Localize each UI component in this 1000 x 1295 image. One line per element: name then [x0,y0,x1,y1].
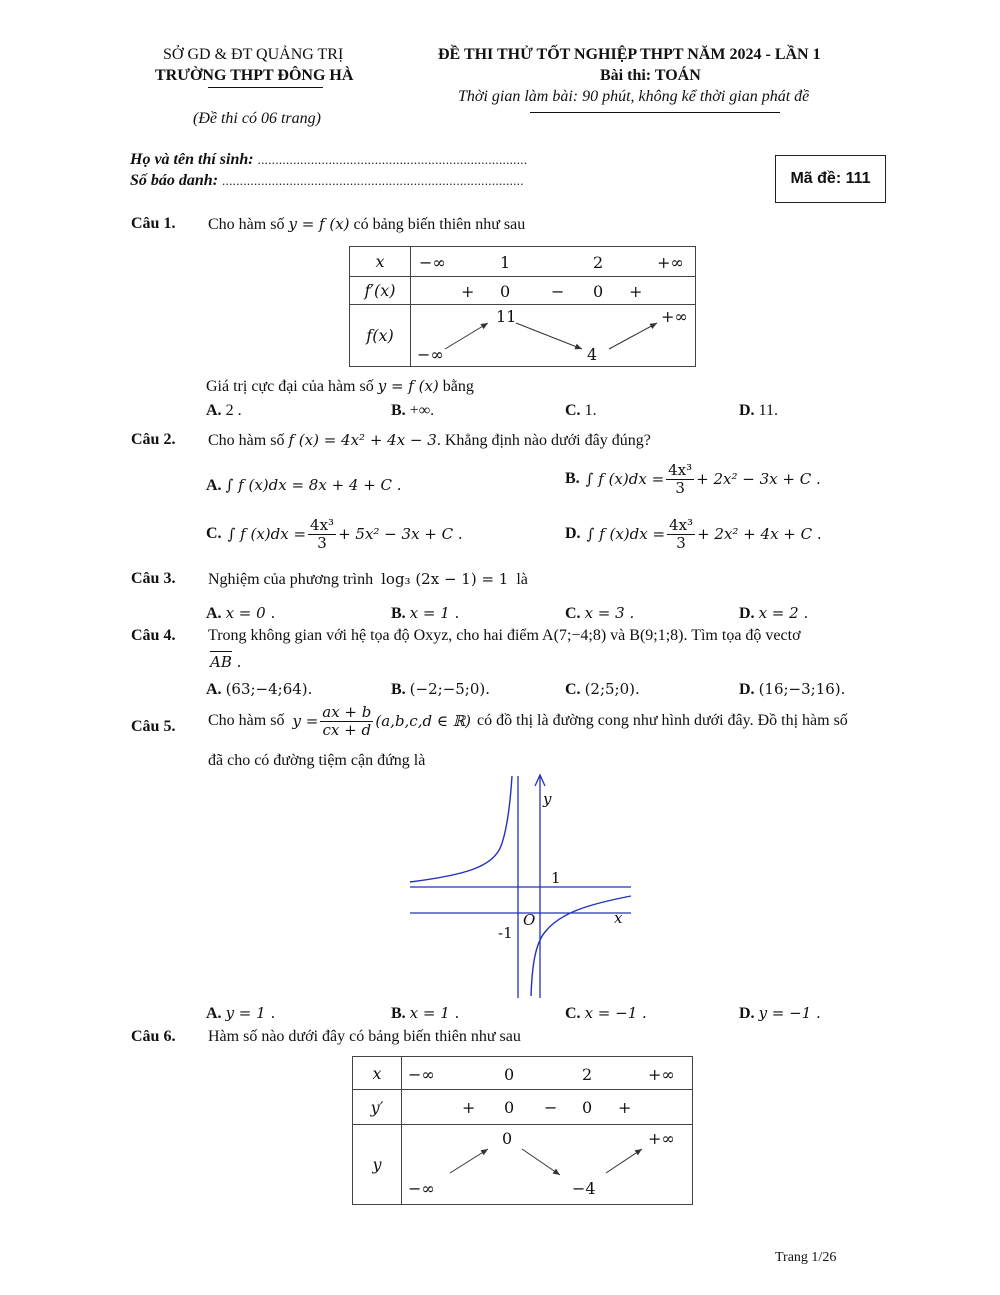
q1-sign-1: 0 [500,282,511,301]
q2-c-key: C. [206,525,222,542]
q1-text-b: có bảng biến thiên như sau [353,216,526,233]
q3-d-val: x = 2 . [758,604,809,622]
q1-x-0: −∞ [419,253,446,272]
q3-label: Câu 3. [131,570,176,587]
q2-option-c[interactable] [206,517,463,551]
department: SỞ GD & ĐT QUẢNG TRỊ [163,46,344,63]
q1-d-val: 11. [758,402,778,419]
q5-c-key: C. [565,1005,581,1022]
q3-a-val: x = 0 . [225,604,276,622]
q6-sign-3: 0 [582,1098,593,1117]
q2-b-num: 4x³ [668,461,693,479]
q1-prompt-a: Giá trị cực đại của hàm số [206,378,374,395]
q2-c-lhs: ∫ f (x)dx = [227,525,307,543]
q1-x-1: 1 [500,253,511,272]
q1-sign-0: + [461,282,475,301]
q1-sign-3: 0 [593,282,604,301]
q2-c-frac [308,517,336,551]
q2-d-frac [667,517,695,551]
q6-sign-4: + [618,1098,632,1117]
q6-yp-label: y′ [353,1090,402,1125]
q1-prompt-b: bằng [442,378,474,395]
q2-b-den: 3 [675,478,685,497]
q3-option-a[interactable] [206,604,275,623]
q1-variation-table [349,246,696,367]
q5-option-d[interactable] [739,1004,821,1023]
q4-option-c[interactable] [565,680,640,699]
q1-f-2: 4 [587,345,598,364]
exam-code-box [775,155,886,203]
exam-subject: Bài thi: TOÁN [600,67,701,84]
q2-d-den: 3 [676,533,686,552]
q5-option-c[interactable] [565,1004,647,1023]
q6-variation-table [352,1056,693,1205]
q5-label: Câu 5. [131,718,176,735]
q5-text [208,704,848,738]
q6-x-label: x [353,1057,402,1090]
exam-title: ĐỀ THI THỬ TỐT NGHIỆP THPT NĂM 2024 - LẦN 1 [438,46,821,63]
q1-text [208,215,525,234]
q3-text [208,570,528,589]
q6-y-row [402,1125,693,1205]
q2-d-key: D. [565,525,581,542]
q2-text [208,431,651,450]
q1-x-3: +∞ [657,253,684,272]
q6-y-label: y [353,1125,402,1205]
q6-sign-0: + [462,1098,476,1117]
q5-b-key: B. [391,1005,406,1022]
q5-c-val: x = −1 . [584,1004,647,1022]
q6-x-row [402,1057,693,1090]
q6-arrows [402,1125,692,1205]
q3-b-key: B. [391,605,406,622]
q1-a-key: A. [206,402,222,419]
q3-c-val: x = 3 . [584,604,635,622]
q3-equation: log₃ (2x − 1) = 1 [381,570,509,588]
q4-a-val: (63;−4;64). [225,680,313,698]
q1-prompt [206,377,474,396]
q2-option-b[interactable] [565,462,821,496]
q5-neg1-label: -1 [498,924,513,942]
page-number: Trang 1/26 [775,1250,837,1265]
q5-frac [320,704,373,738]
q4-label: Câu 4. [131,627,176,644]
q5-den: cx + d [322,720,372,739]
pages-note: (Đề thi có 06 trang) [193,110,321,127]
q3-d-key: D. [739,605,755,622]
q1-a-val: 2 . [225,402,242,419]
q5-a-val: y = 1 . [225,1004,276,1022]
q1-label: Câu 1. [131,215,176,232]
q4-a-key: A. [206,681,222,698]
candidate-name-dots: ............................................................................ [257,152,528,167]
q2-a-expr: ∫ f (x)dx = 8x + 4 + C . [225,476,402,494]
q5-text-c: đã cho có đường tiệm cận đứng là [208,752,426,769]
q5-one-label: 1 [551,869,561,887]
exam-code: Mã đề: 111 [790,170,871,187]
q2-func: f (x) = 4x² + 4x − 3 [288,431,437,449]
q6-y-1: 0 [502,1129,513,1148]
q5-y-label: y [543,790,552,808]
q5-text-b: có đồ thị là đường cong như hình dưới đây. Đồ thị hàm số [477,712,848,729]
q1-option-c[interactable] [565,402,597,420]
q6-x-1: 0 [504,1065,515,1084]
q1-fp-label: f′(x) [350,277,411,305]
q1-text-a: Cho hàm số [208,216,285,233]
q5-a-key: A. [206,1005,222,1022]
q1-f-3: +∞ [661,307,688,326]
q5-origin-label: O [523,911,536,929]
q2-d-rest: + 2x² + 4x + C . [697,525,822,543]
q6-y-3: +∞ [648,1129,675,1148]
q1-f-row [411,305,696,367]
q5-num: ax + b [322,703,372,721]
q4-d-val: (16;−3;16). [758,680,846,698]
q1-option-b[interactable] [391,402,434,420]
q3-text-a: Nghiệm của phương trình [208,571,374,588]
school-underline [208,87,323,88]
q1-arrows [411,305,695,367]
q2-option-d[interactable] [565,517,822,551]
q5-x-label: x [614,909,623,927]
q1-c-key: C. [565,402,581,419]
q2-b-lhs: ∫ f (x)dx = [585,470,665,488]
q2-b-rest: + 2x² − 3x + C . [696,470,821,488]
q1-x-label: x [350,247,411,277]
q2-c-den: 3 [317,533,327,552]
q3-b-val: x = 1 . [409,604,460,622]
title-underline [530,112,780,113]
q3-text-b: là [516,571,528,588]
q1-sign-4: + [629,282,643,301]
q1-d-key: D. [739,402,755,419]
q1-func: y = f (x) [288,215,350,233]
q2-label: Câu 2. [131,431,176,448]
q3-a-key: A. [206,605,222,622]
q6-y-0: −∞ [408,1179,435,1198]
q4-vector: AB . [210,653,242,671]
q6-x-2: 2 [582,1065,593,1084]
q5-cond: (a,b,c,d ∈ ℝ) [375,712,472,730]
q1-f-1: 11 [496,307,517,326]
q5-b-val: x = 1 . [409,1004,460,1022]
q2-option-a[interactable] [206,476,402,495]
q5-curve-left [410,776,512,882]
q1-c-val: 1. [584,402,597,419]
q6-text: Hàm số nào dưới đây có bảng biến thiên như sau [208,1028,521,1045]
q2-c-rest: + 5x² − 3x + C . [338,525,463,543]
q4-option-d[interactable] [739,680,845,699]
school-name: TRƯỜNG THPT ĐÔNG HÀ [155,67,354,84]
q4-option-b[interactable] [391,680,490,699]
q3-option-d[interactable] [739,604,808,623]
q1-option-d[interactable] [739,402,778,420]
q2-b-key: B. [565,470,580,487]
candidate-id-label: Số báo danh: [130,172,219,189]
q3-option-b[interactable] [391,604,459,623]
q4-option-a[interactable] [206,680,312,699]
q4-vector-name: AB [210,653,232,671]
q6-sign-2: − [544,1098,558,1117]
q5-y-eq: y = [292,712,319,730]
candidate-id-line [130,172,524,190]
q1-prompt-func: y = f (x) [377,377,439,395]
q5-d-val: y = −1 . [758,1004,821,1022]
candidate-name-line [130,151,527,169]
q6-sign-row [402,1090,693,1125]
q1-x-2: 2 [593,253,604,272]
q1-option-a[interactable] [206,402,242,420]
q2-c-num: 4x³ [310,516,335,534]
q2-text-a: Cho hàm số [208,432,285,449]
q5-d-key: D. [739,1005,755,1022]
q5-graph [405,772,637,1000]
q2-b-frac [666,462,694,496]
q4-c-key: C. [565,681,581,698]
exam-time-note: Thời gian làm bài: 90 phút, không kể thời gian phát đề [458,88,810,105]
q3-c-key: C. [565,605,581,622]
q2-a-key: A. [206,477,222,494]
q2-d-num: 4x³ [669,516,694,534]
q6-x-3: +∞ [648,1065,675,1084]
q1-f-0: −∞ [417,345,444,364]
q5-text-a: Cho hàm số [208,712,285,729]
q1-f-label: f(x) [350,305,411,367]
q4-d-key: D. [739,681,755,698]
q5-option-a[interactable] [206,1004,275,1023]
candidate-name-label: Họ và tên thí sinh: [130,151,254,168]
q3-option-c[interactable] [565,604,634,623]
q6-sign-1: 0 [504,1098,515,1117]
q4-b-val: (−2;−5;0). [409,680,491,698]
q1-b-val: +∞. [409,402,435,419]
q2-d-lhs: ∫ f (x)dx = [586,525,666,543]
q4-b-key: B. [391,681,406,698]
q6-y-2: −4 [572,1179,596,1198]
q1-x-row [411,247,696,277]
candidate-id-dots: ..................................................................................... [222,173,524,188]
q2-text-b: . Khẳng định nào dưới đây đúng? [436,432,651,449]
q1-b-key: B. [391,402,406,419]
q6-x-0: −∞ [408,1065,435,1084]
q1-sign-row [411,277,696,305]
q5-option-b[interactable] [391,1004,459,1023]
q4-c-val: (2;5;0). [584,680,640,698]
q4-text: Trong không gian với hệ tọa độ Oxyz, cho hai điểm A(7;−4;8) và B(9;1;8). Tìm tọa độ vectơ [208,627,801,644]
q1-sign-2: − [551,282,565,301]
q6-label: Câu 6. [131,1028,176,1045]
